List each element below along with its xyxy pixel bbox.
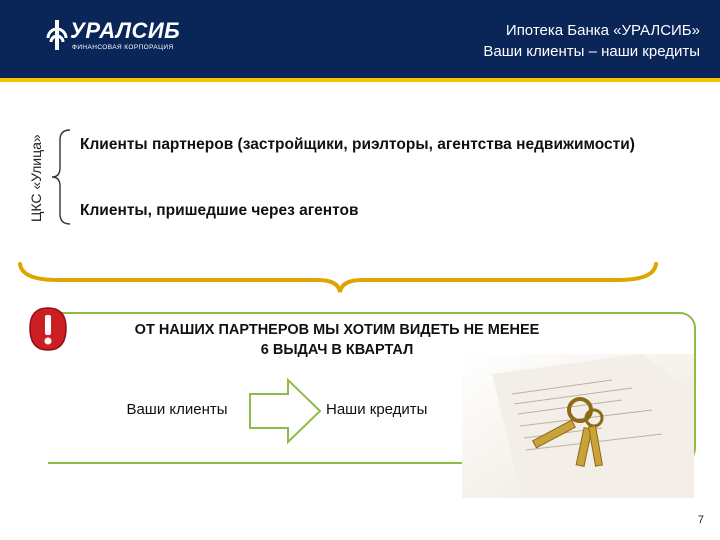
- list-item-agents: Клиенты, пришедшие через агентов: [80, 202, 359, 219]
- right-arrow-icon: [248, 378, 322, 444]
- notice-line-2: 6 ВЫДАЧ В КВАРТАЛ: [260, 342, 414, 358]
- title-line-2: Ваши клиенты – наши кредиты: [483, 43, 700, 60]
- page-number: 7: [697, 514, 704, 526]
- notice-line-1: ОТ НАШИХ ПАРТНЕРОВ МЫ ХОТИМ ВИДЕТЬ НЕ МЕНЕЕ: [134, 322, 540, 338]
- alert-icon: [28, 306, 68, 352]
- uralsib-logo: [44, 16, 184, 56]
- side-label: ЦКС «Улица»: [28, 134, 44, 222]
- flow-to-label: Наши кредиты: [326, 401, 428, 418]
- flow-from-label: Ваши клиенты: [126, 401, 228, 418]
- horizontal-brace-icon: [18, 258, 658, 298]
- logo-subtext: ФИНАНСОВАЯ КОРПОРАЦИЯ: [72, 44, 174, 51]
- notice-text: [112, 320, 562, 360]
- logo-text: УРАЛСИБ: [70, 18, 181, 43]
- logo-emblem-icon: [44, 16, 70, 56]
- keys-on-document-image: [462, 354, 694, 498]
- left-brace-icon: [50, 128, 74, 226]
- list-item-partners: Клиенты партнеров (застройщики, риэлторы, агентства недвижимости): [80, 136, 635, 153]
- header-stripe: [0, 78, 720, 82]
- page-title: [483, 20, 700, 62]
- title-line-1: Ипотека Банка «УРАЛСИБ»: [505, 22, 700, 39]
